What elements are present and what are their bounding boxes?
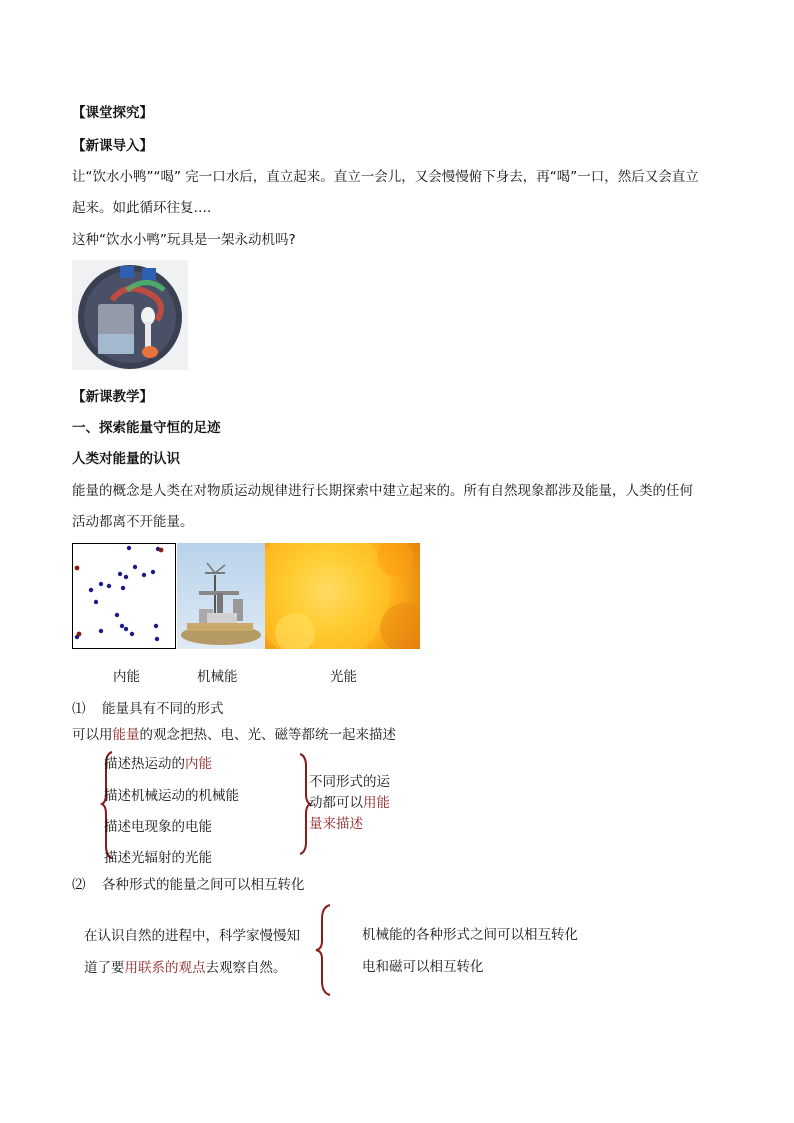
heading-classroom: 【课堂探究】 (72, 105, 153, 121)
drinking-bird-illustration (72, 260, 188, 370)
describe-highlight: 能量 (112, 727, 140, 743)
box-brace (314, 903, 334, 997)
describe-line (72, 723, 396, 743)
summary-line-3: 量来描述 (309, 816, 363, 832)
list-item-internal-energy (104, 752, 212, 772)
subsection-title: 人类对能量的认识 (72, 451, 180, 467)
pumpjack-illustration (177, 543, 265, 649)
summary-line-2 (309, 791, 390, 811)
box-left-line-1: 在认识自然的进程中，科学家慢慢知 (84, 928, 300, 944)
sun-illustration (265, 543, 420, 649)
list-item-text: 描述热运动的 (104, 756, 185, 772)
point-1-text: 能量具有不同的形式 (102, 701, 224, 717)
summary-line-2-plain: 动都可以 (309, 795, 363, 811)
box-right-line-2: 电和磁可以相互转化 (362, 959, 484, 975)
heading-intro: 【新课导入】 (72, 138, 153, 154)
box-left-prefix: 道了要 (84, 960, 125, 976)
list-item-mechanical-energy: 描述机械运动的机械能 (104, 788, 239, 804)
box-left-line-2 (84, 956, 287, 976)
box-left-highlight: 用联系的观点 (124, 960, 206, 976)
list-item-light-energy: 描述光辐射的光能 (104, 850, 212, 866)
caption-light-energy: 光能 (330, 669, 357, 685)
question: 这种“饮水小鸭”玩具是一架永动机吗? (72, 232, 296, 248)
paragraph-line-2: 活动都离不开能量。 (72, 514, 194, 530)
point-1-number: ⑴ (72, 701, 86, 717)
caption-mechanical-energy: 机械能 (197, 669, 238, 685)
describe-prefix: 可以用 (72, 727, 113, 743)
paragraph-line-1: 能量的概念是人类在对物质运动规律进行长期探索中建立起来的。所有自然现象都涉及能量，人类的任何 (72, 483, 693, 499)
describe-suffix: 的观念把热、电、光、磁等都统一起来描述 (139, 727, 396, 743)
heading-teaching: 【新课教学】 (72, 389, 153, 405)
light-energy-panel (265, 543, 420, 649)
box-left-suffix: 去观察自然。 (205, 960, 287, 976)
caption-internal-energy: 内能 (113, 669, 140, 685)
particle-diagram (73, 544, 176, 649)
summary-line-1: 不同形式的运 (309, 774, 390, 790)
summary-line-2-highlight: 用能 (363, 795, 390, 811)
intro-line-2: 起来。如此循环往复…. (72, 200, 212, 216)
mechanical-energy-panel (177, 543, 265, 649)
section-1-title: 一、探索能量守恒的足迹 (72, 420, 221, 436)
point-2-text: 各种形式的能量之间可以相互转化 (102, 877, 305, 893)
drinking-bird-photo (72, 260, 188, 370)
internal-energy-panel (72, 543, 176, 649)
intro-line-1: 让“饮水小鸭”“喝” 完一口水后，直立起来。直立一会儿，又会慢慢俯下身去，再“喝”一口，然后又会直立 (72, 169, 699, 185)
point-2-number: ⑵ (72, 877, 86, 893)
box-right-line-1: 机械能的各种形式之间可以相互转化 (362, 927, 578, 943)
list-item-electric-energy: 描述电现象的电能 (104, 819, 212, 835)
list-item-highlight: 内能 (185, 756, 212, 772)
